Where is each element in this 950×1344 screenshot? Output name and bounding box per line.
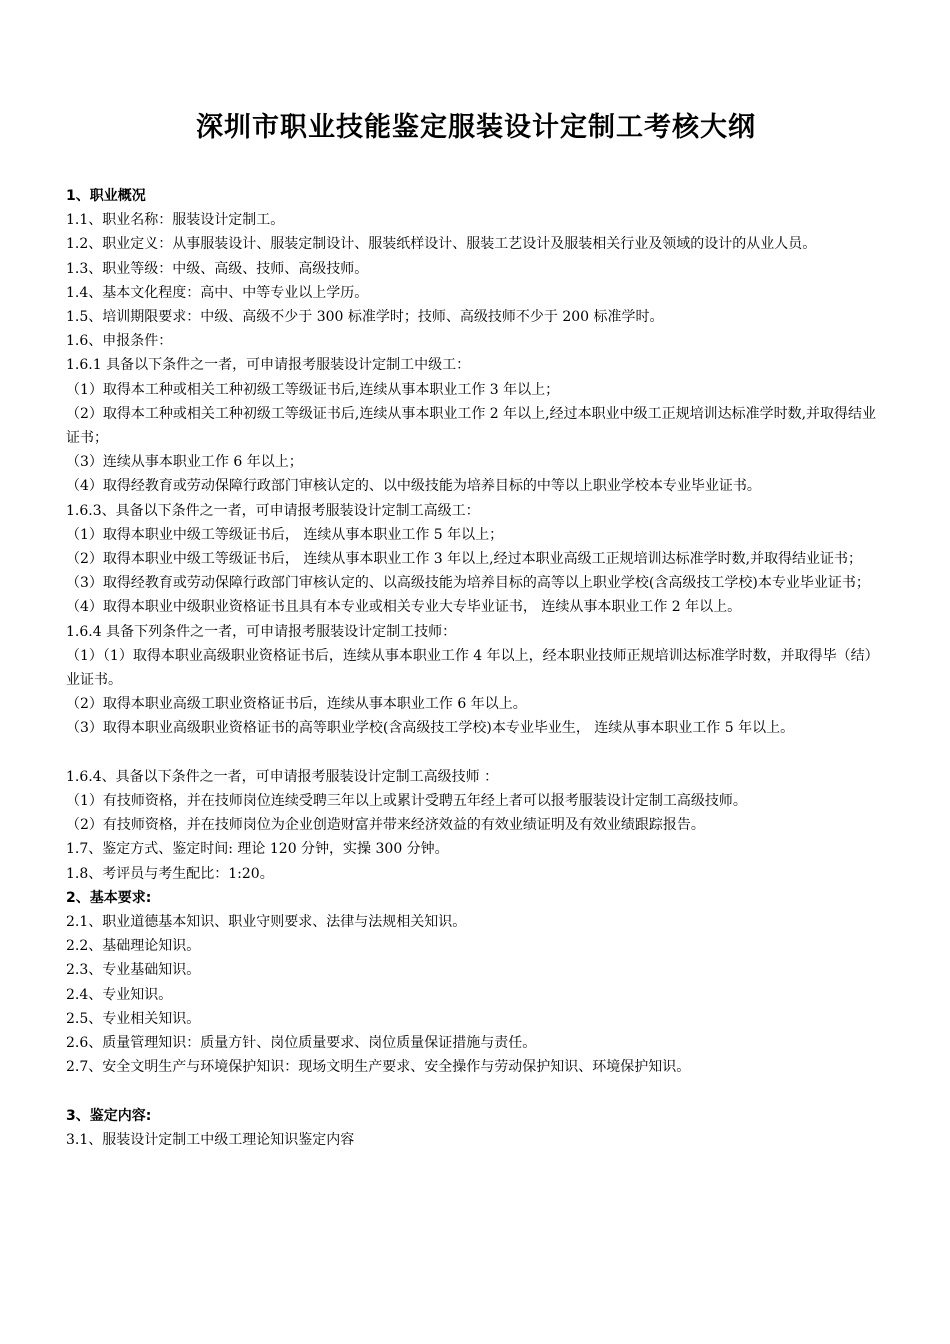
document-line: （1）有技师资格，并在技师岗位连续受聘三年以上或累计受聘五年经上者可以报考服装设计定制工高级技师。 [66,793,747,810]
document-line: 1.6.4 具备下列条件之一者，可申请报考服装设计定制工技师： [66,623,457,640]
document-line: （2）取得本工种或相关工种初级工等级证书后,连续从事本职业工作 2 年以上,经过本职业中级工正规培训达标准学时数,并取得结业证书； [66,405,877,447]
document-line: 2.5、专业相关知识。 [66,1010,201,1027]
document-line: 1.4、基本文化程度：高中、中等专业以上学历。 [66,284,369,301]
document-line: 1.6、申报条件： [66,333,173,350]
document-body [66,184,886,1152]
document-line: （1）取得本职业中级工等级证书后， 连续从事本职业工作 5 年以上； [66,526,504,543]
document-line: 2.1、职业道德基本知识、职业守则要求、法律与法规相关知识。 [66,914,467,931]
document-line: （3）取得经教育或劳动保障行政部门审核认定的、以高级技能为培养目标的高等以上职业学校(含高级技工学校)本专业毕业证书； [66,575,870,592]
document-line: （2）取得本职业高级工职业资格证书后，连续从事本职业工作 6 年以上。 [66,696,527,713]
document-page [66,96,886,1152]
document-line: （3）连续从事本职业工作 6 年以上； [66,454,303,471]
document-line: （4）取得经教育或劳动保障行政部门审核认定的、以中级技能为培养目标的中等以上职业学校本专业毕业证书。 [66,478,761,495]
document-line: 1.6.3、具备以下条件之一者，可申请报考服装设计定制工高级工： [66,502,480,519]
document-line: 1.5、培训期限要求：中级、高级不少于 300 标准学时；技师、高级技师不少于 200 标准学时。 [66,309,664,326]
document-line: 1.6.4、具备以下条件之一者，可申请报考服装设计定制工高级技师 ： [66,768,499,785]
document-line: 2.3、专业基础知识。 [66,962,201,979]
document-title: 深圳市职业技能鉴定服装设计定制工考核大纲 [196,112,756,143]
document-line: （2）有技师资格，并在技师岗位为企业创造财富并带来经济效益的有效业绩证明及有效业绩跟踪报告。 [66,817,705,834]
document-line: （4）取得本职业中级职业资格证书且具有本专业或相关专业大专毕业证书， 连续从事本职业工作 2 年以上。 [66,599,742,616]
document-line: 1.1、职业名称：服装设计定制工。 [66,212,285,229]
document-line: 2.6、质量管理知识：质量方针、岗位质量要求、岗位质量保证措施与责任。 [66,1035,537,1052]
document-line: 3.1、服装设计定制工中级工理论知识鉴定内容 [66,1131,355,1148]
document-line: 2.2、基础理论知识。 [66,938,201,955]
document-line: （1）取得本工种或相关工种初级工等级证书后,连续从事本职业工作 3 年以上； [66,381,560,398]
section-heading: 2、基本要求: [66,889,152,906]
blank-line [66,1080,886,1104]
document-line: 1.2、职业定义：从事服装设计、服装定制设计、服装纸样设计、服装工艺设计及服装相关行业及领域的设计的从业人员。 [66,236,817,253]
document-line: 1.7、鉴定方式、鉴定时间: 理论 120 分钟，实操 300 分钟。 [66,841,449,858]
document-line: 2.7、安全文明生产与环境保护知识：现场文明生产要求、安全操作与劳动保护知识、环境保护知识。 [66,1059,691,1076]
document-line: （3）取得本职业高级职业资格证书的高等职业学校(含高级技工学校)本专业毕业生， 连续从事本职业工作 5 年以上。 [66,720,795,737]
document-line: 1.6.1 具备以下条件之一者，可申请报考服装设计定制工中级工： [66,357,471,374]
section-heading: 3、鉴定内容: [66,1107,152,1124]
document-line: 1.8、考评员与考生配比：1:20。 [66,865,274,882]
document-line: 1.3、职业等级：中级、高级、技师、高级技师。 [66,260,369,277]
document-line: 2.4、专业知识。 [66,986,173,1003]
document-line: （2）取得本职业中级工等级证书后， 连续从事本职业工作 3 年以上,经过本职业高级工正规培训达标准学时数,并取得结业证书； [66,551,863,568]
document-line: （1）（1）取得本职业高级职业资格证书后，连续从事本职业工作 4 年以上，经本职业技师正规培训达标准学时数，并取得毕（结）业证书。 [66,647,879,689]
blank-line [66,741,886,765]
section-heading: 1、职业概况 [66,188,146,204]
